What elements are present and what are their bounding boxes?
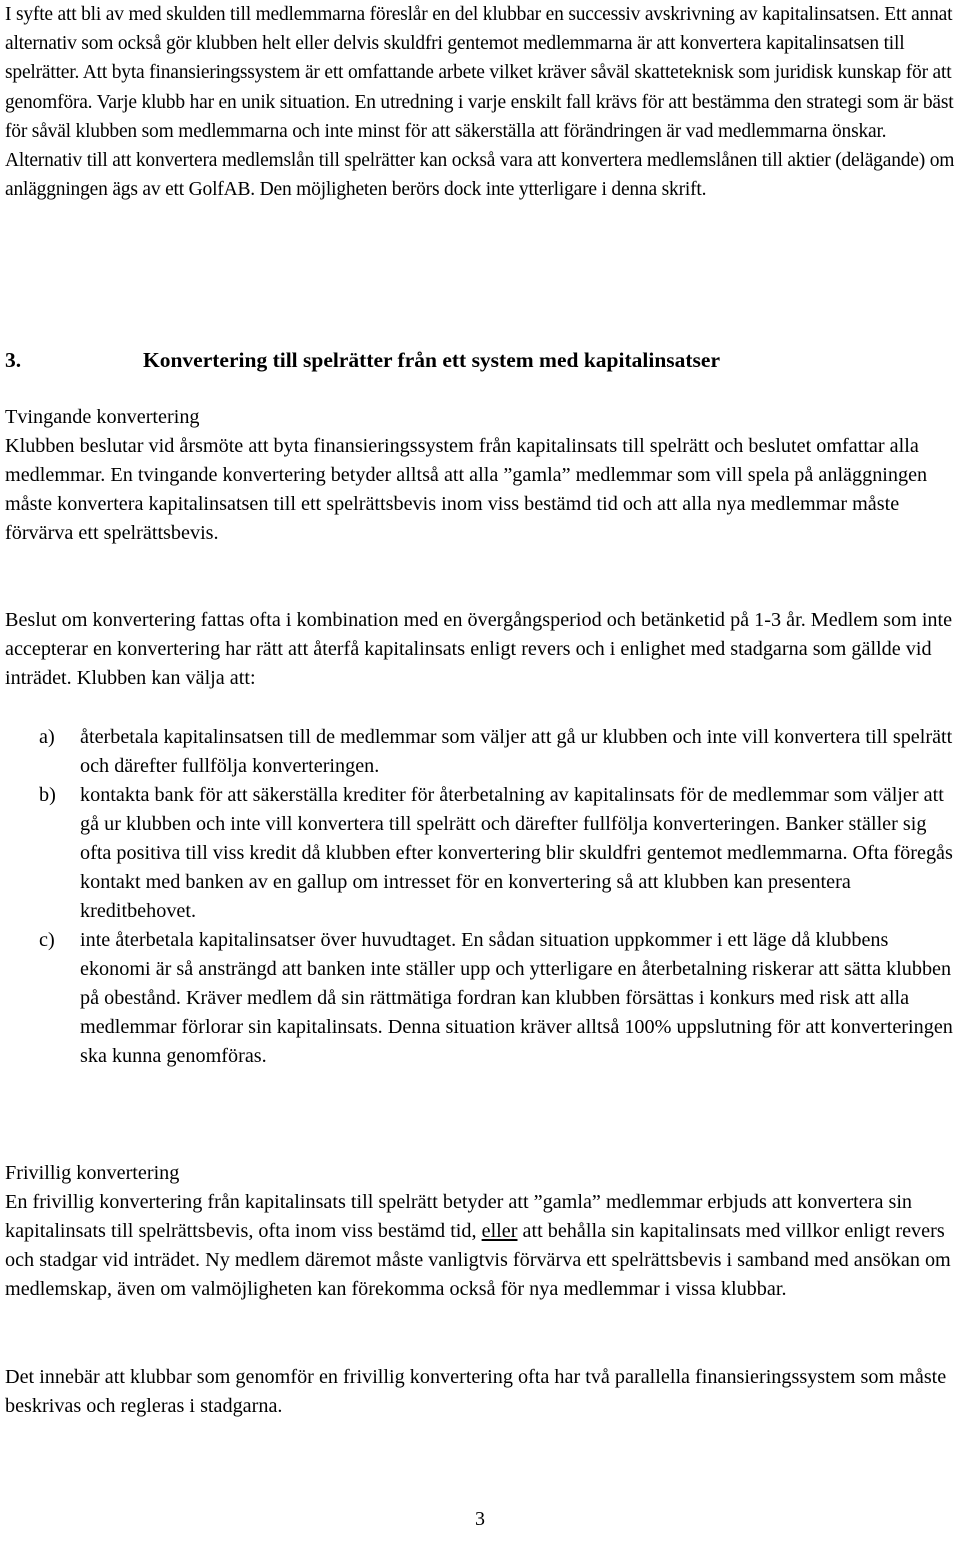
list-item-text: kontakta bank för att säkerställa krediter för återbetalning av kapitalinsats för de medlemmar som väljer att gå ur klubben och inte vill konvertera till spelrätt och därefter fullfölja konverteringen. Banker ställer sig ofta positiva till viss kredit då klubben efter konvertering blir skuldfri gentemot medlemmarna. Ofta föregås kontakt med banken av en gallup om intresset för en konvertering så att klubben kan presentera kreditbehovet. [80,784,953,922]
options-list [5,723,955,1071]
list-item-text: inte återbetala kapitalinsatser över huvudtaget. En sådan situation uppkommer i ett läge då klubbens ekonomi är så ansträngd att banken inte ställer upp och ytterligare en återbetalning riskerar att sätta klubben på obestånd. Kräver medlem då sin rättmätiga fordran kan klubben försättas i konkurs med risk att alla medlemmar förlorar sin kapitalinsats. Denna situation kräver alltså 100% uppslutning för att konverteringen ska kunna genomföras. [80,929,953,1067]
frivillig-paragraph-1 [5,1188,955,1304]
subheading-frivillig: Frivillig konvertering [5,1162,180,1184]
section-heading [5,345,720,375]
list-item-marker: c) [39,929,55,951]
frivillig-paragraph-2: Det innebär att klubbar som genomför en frivillig konvertering ofta har två parallella finansieringssystem som måste beskrivas och regleras i stadgarna. [5,1366,947,1417]
section-number: 3. [5,348,22,372]
list-item [5,723,955,781]
list-item-marker: b) [39,784,56,806]
subheading-tvingande: Tvingande konvertering [5,406,200,428]
page-number: 3 [475,1508,485,1530]
intro-paragraph: I syfte att bli av med skulden till medlemmarna föreslår en del klubbar en successiv avskrivning av kapitalinsatsen. Ett annat alternativ som också gör klubben helt eller delvis skuldfri gentemot medlemmarna är att konvertera kapitalinsatsen till spelrätter. Att byta finansieringssystem är ett omfattande arbete vilket kräver såväl skatteteknisk som juridisk kunskap för att genomföra. Varje klubb har en unik situation. En utredning i varje enskilt fall krävs för att bestämma den strategi som är bäst för såväl klubben som medlemmarna och inte minst för att säkerställa att förändringen är vad medlemmarna önskar. Alternativ till att konvertera medlemslån till spelrätter kan också vara att konvertera medlemslånen till aktier (delägande) om anläggningen ägs av ett GolfAB. Den möjligheten berörs dock inte ytterligare i denna skrift. [5,4,955,201]
list-item [5,781,955,926]
underlined-word: eller [481,1220,518,1242]
list-item-text: återbetala kapitalinsatsen till de medlemmar som väljer att gå ur klubben och inte vill konvertera till spelrätt och därefter fullfölja konverteringen. [80,726,953,777]
frivillig-text-part-1: En frivillig konvertering från kapitalinsats till spelrätt betyder att ”gamla” medlemmar erbjuds att konvertera sin kapitalinsats till spelrättsbevis, ofta inom viss bestämd tid, [5,1191,913,1242]
list-item-marker: a) [39,726,55,748]
tvingande-paragraph-2: Beslut om konvertering fattas ofta i kombination med en övergångsperiod och betänketid på 1-3 år. Medlem som inte accepterar en konvertering har rätt att återfå kapitalinsats enligt revers och i enlighet med stadgarna som gällde vid inträdet. Klubben kan välja att: [5,609,953,689]
list-item [5,926,955,1071]
frivillig-text-part-2: att behålla sin kapitalinsats med villkor enligt revers och stadgar vid inträdet. Ny medlem däremot måste vanligtvis förvärva ett spelrättsbevis i samband med ansökan om medlemskap, även om valmöjligheten kan förekomma också för nya medlemmar i vissa klubbar. [5,1220,951,1300]
tvingande-paragraph-1: Klubben beslutar vid årsmöte att byta finansieringssystem från kapitalinsats till spelrätt och beslutet omfattar alla medlemmar. En tvingande konvertering betyder alltså att alla ”gamla” medlemmar som vill spela på anläggningen måste konvertera kapitalinsatsen till ett spelrättsbevis inom viss bestämd tid och att alla nya medlemmar måste förvärva ett spelrättsbevis. [5,435,928,544]
section-title: Konvertering till spelrätter från ett system med kapitalinsatser [143,348,721,372]
